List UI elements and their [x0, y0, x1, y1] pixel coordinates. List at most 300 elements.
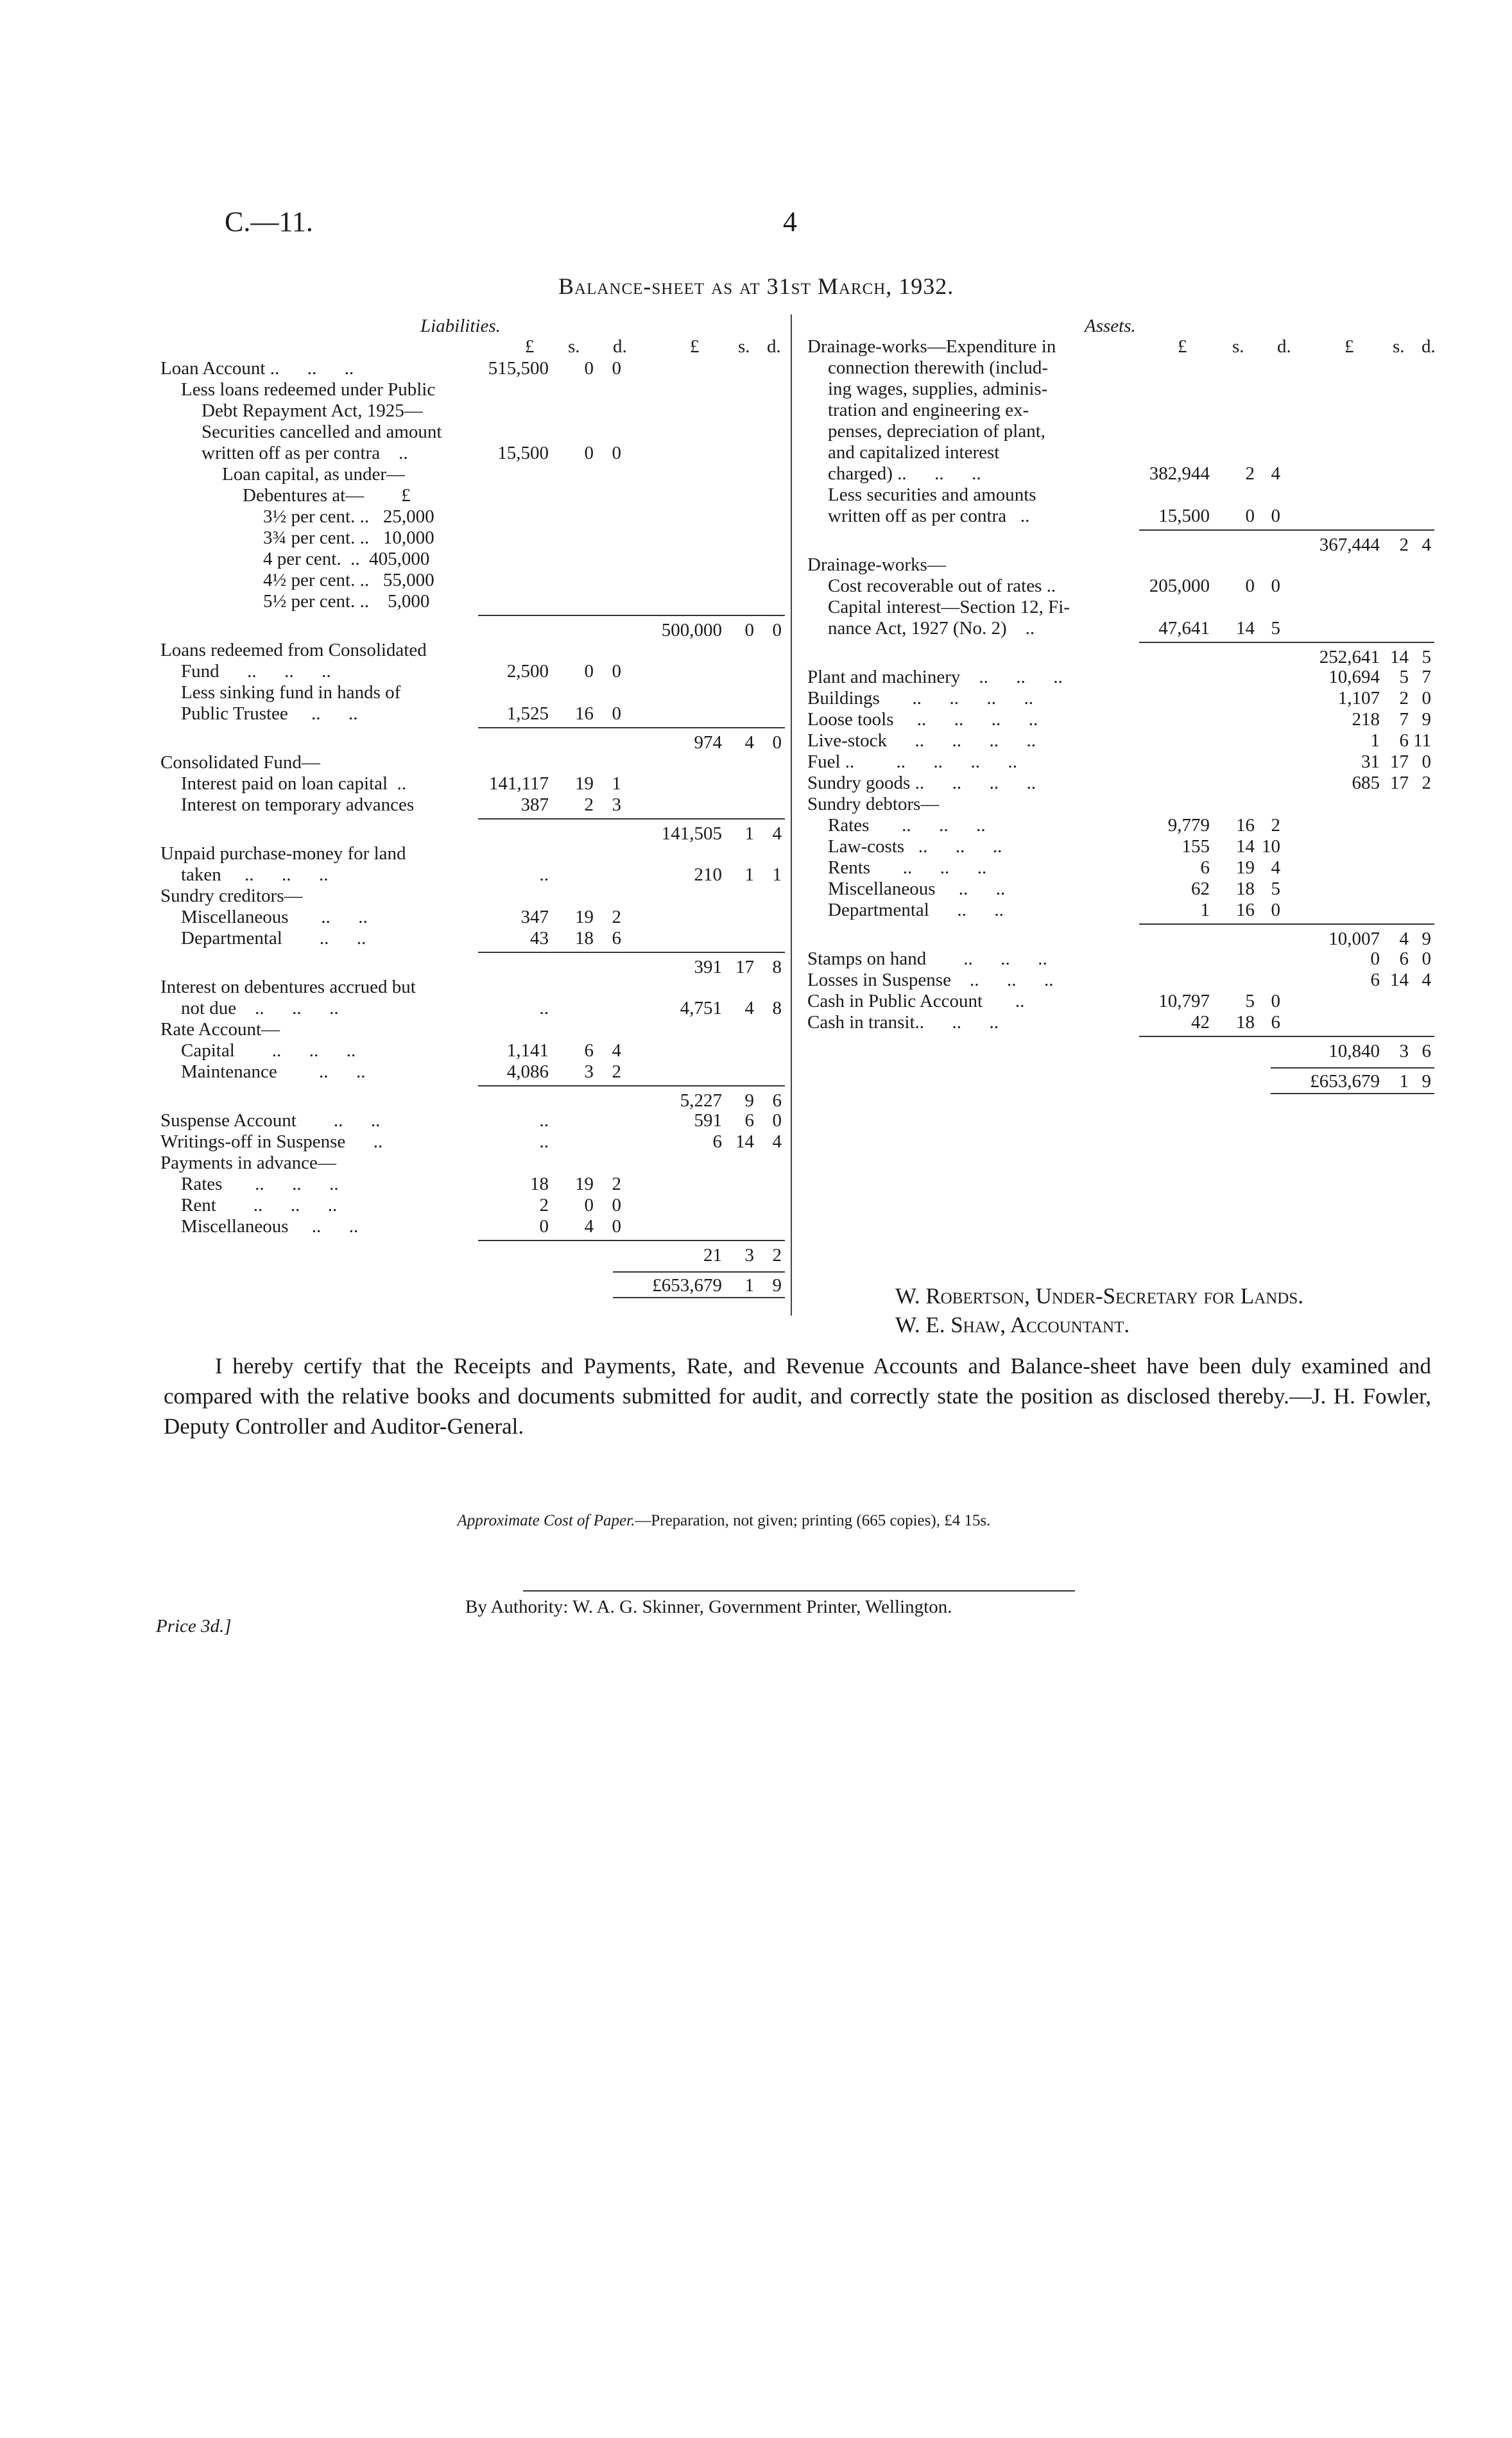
table-row — [160, 949, 786, 977]
amount-cell: 19 — [575, 773, 594, 794]
column-header: s. — [738, 336, 750, 357]
row-label: Suspense Account .. .. — [160, 1110, 381, 1131]
subtotal-rule — [478, 952, 785, 953]
audit-certificate: I hereby certify that the Receipts and Payments, Rate, and Revenue Accounts and Balance-sheet have been duly examined and compared with the relative books and documents submitted for audit, and correctly state the position as disclosed thereby.—J. H. Fowler, Deputy Controller and Auditor-General. — [164, 1353, 1431, 1439]
subtotal-rule — [478, 727, 785, 728]
amount-cell: 0 — [1271, 506, 1280, 526]
table-row — [160, 591, 786, 612]
total-row — [807, 1069, 1431, 1092]
amount-cell: 0 — [772, 1110, 782, 1131]
amount-cell: 141,117 — [488, 773, 549, 794]
total-amount: 9 — [772, 1275, 782, 1296]
amount-cell: 1,107 — [1337, 688, 1380, 708]
amount-cell: 2 — [1422, 773, 1431, 793]
amount-cell: 16 — [575, 703, 594, 724]
table-row — [160, 886, 786, 907]
row-label: Interest on debentures accrued but — [160, 977, 416, 997]
amount-cell: 19 — [575, 907, 594, 927]
row-label: nance Act, 1927 (No. 2) .. — [828, 618, 1035, 639]
cost-note-text: —Preparation, not given; printing (665 copies), £4 15s. — [635, 1512, 991, 1529]
row-label: Maintenance .. .. — [181, 1061, 366, 1082]
row-label: Departmental .. .. — [828, 900, 1004, 920]
table-row — [160, 612, 786, 640]
table-row — [807, 773, 1431, 794]
amount-cell: 4 — [772, 1131, 782, 1152]
amount-cell: 0 — [1370, 949, 1380, 969]
amount-cell: 11 — [1413, 730, 1431, 751]
row-label: Payments in advance— — [160, 1153, 336, 1173]
table-row — [807, 357, 1427, 379]
amount-cell: 17 — [1390, 773, 1409, 793]
amount-cell: 2 — [539, 1195, 549, 1215]
row-label: written off as per contra .. — [828, 506, 1030, 526]
row-label: connection therewith (includ- — [828, 357, 1049, 378]
amount-cell: 0 — [1422, 688, 1431, 708]
table-row — [160, 1061, 786, 1083]
amount-cell: 6 — [1271, 1012, 1280, 1033]
liabilities-heading: Liabilities. — [420, 316, 501, 336]
amount-cell: 10,007 — [1328, 929, 1380, 949]
row-label: Rates .. .. .. — [181, 1174, 339, 1194]
row-label: Miscellaneous .. .. — [181, 907, 368, 927]
amount-cell: 14 — [1390, 647, 1409, 667]
amount-cell: 17 — [1390, 751, 1409, 772]
total-amount: 9 — [1422, 1071, 1431, 1092]
amount-cell: 62 — [1191, 879, 1210, 899]
amount-cell: 205,000 — [1149, 576, 1210, 596]
amount-cell: 500,000 — [661, 620, 722, 640]
amount-cell: 0 — [744, 620, 754, 640]
amount-cell: 15,500 — [497, 443, 549, 463]
table-row — [807, 857, 1427, 879]
amount-cell: 0 — [772, 732, 782, 753]
amount-cell: 3 — [744, 1245, 754, 1266]
row-label: Miscellaneous .. .. — [181, 1216, 359, 1237]
table-row — [807, 730, 1431, 751]
amount-cell: 1 — [772, 864, 782, 885]
amount-cell: 2 — [1245, 463, 1255, 484]
table-row — [160, 998, 786, 1019]
column-header: d. — [613, 336, 627, 357]
table-row — [160, 422, 786, 443]
amount-cell: 0 — [1245, 576, 1255, 596]
amount-cell: 0 — [584, 1195, 594, 1215]
amount-cell: 4 — [772, 823, 782, 844]
amount-cell: 141,505 — [661, 823, 722, 844]
amount-cell: 2 — [612, 907, 621, 927]
row-label: Law-costs .. .. .. — [828, 836, 1002, 857]
table-row — [807, 463, 1427, 485]
table-row — [160, 1195, 786, 1216]
amount-cell: 0 — [584, 443, 594, 463]
total-bottom-rule — [1271, 1093, 1434, 1094]
amount-cell: 4 — [1422, 970, 1431, 990]
row-label: Writings-off in Suspense .. — [160, 1131, 383, 1152]
amount-cell: 5 — [1399, 667, 1409, 687]
amount-cell: 9 — [744, 1090, 754, 1111]
row-label: Interest paid on loan capital .. — [181, 773, 407, 794]
row-label: Capital interest—Section 12, Fi- — [828, 597, 1070, 617]
amount-cell: 0 — [612, 1195, 621, 1215]
table-row — [807, 815, 1427, 836]
amount-cell: 0 — [1271, 900, 1280, 920]
table-row — [160, 1110, 786, 1131]
row-label: Losses in Suspense .. .. .. — [807, 970, 1054, 990]
amount-cell: 4,751 — [680, 998, 722, 1018]
amount-cell: 18 — [1236, 879, 1255, 899]
amount-cell: 3 — [1399, 1041, 1409, 1061]
row-label: Miscellaneous .. .. — [828, 879, 1006, 899]
column-header: d. — [1422, 336, 1436, 357]
total-top-rule — [613, 1271, 785, 1273]
subtotal-rule — [478, 615, 785, 616]
amount-cell: .. — [539, 1131, 549, 1152]
amount-cell: 0 — [1271, 576, 1280, 596]
row-label: Securities cancelled and amount — [202, 422, 442, 442]
total-row — [160, 1273, 786, 1294]
table-row — [160, 400, 786, 422]
table-row — [160, 907, 786, 928]
amount-cell: 0 — [584, 661, 594, 682]
total-top-rule — [1271, 1067, 1434, 1069]
table-row — [160, 773, 786, 794]
table-row — [807, 921, 1431, 949]
amount-cell: 0 — [612, 703, 621, 724]
table-row — [160, 725, 786, 753]
row-label: Fund .. .. .. — [181, 661, 331, 682]
row-label: ing wages, supplies, adminis- — [828, 379, 1048, 399]
amount-cell: 4 — [612, 1040, 621, 1061]
amount-cell: 0 — [1422, 751, 1431, 772]
amount-cell: 17 — [735, 957, 754, 977]
amount-cell: 6 — [1399, 730, 1409, 751]
total-amount: 1 — [744, 1275, 754, 1296]
price-label: Price 3d.] — [156, 1616, 232, 1636]
row-label: Less sinking fund in hands of — [181, 682, 401, 703]
subtotal-rule — [478, 818, 785, 820]
amount-cell: 6 — [744, 1110, 754, 1131]
amount-cell: 3 — [584, 1061, 594, 1082]
table-row — [160, 1174, 786, 1195]
row-label: tration and engineering ex- — [828, 400, 1029, 420]
table-row — [160, 506, 786, 528]
amount-cell: 4 — [744, 998, 754, 1018]
table-row — [807, 400, 1427, 421]
amount-cell: 8 — [772, 998, 782, 1018]
row-label: Loan Account .. .. .. — [160, 358, 354, 379]
amount-cell: 155 — [1181, 836, 1210, 857]
amount-cell: 0 — [1271, 991, 1280, 1011]
amount-cell: 47,641 — [1158, 618, 1210, 639]
row-label: Less loans redeemed under Public — [181, 379, 436, 400]
amount-cell: 5 — [1422, 647, 1431, 667]
row-label: written off as per contra .. — [202, 443, 408, 463]
table-row — [807, 949, 1431, 970]
subtotal-rule — [1139, 642, 1434, 643]
table-row — [807, 1012, 1427, 1033]
amount-cell: 4 — [1399, 929, 1409, 949]
column-header: d. — [767, 336, 781, 357]
row-label: Rent .. .. .. — [181, 1195, 338, 1215]
row-label: charged) .. .. .. — [828, 463, 981, 484]
table-row — [160, 843, 786, 864]
row-label: Rates .. .. .. — [828, 815, 986, 836]
amount-cell: 5,227 — [680, 1090, 722, 1111]
amount-cell: 0 — [612, 443, 621, 463]
amount-cell: 4 — [1271, 857, 1280, 878]
amount-cell: 6 — [1399, 949, 1409, 969]
amount-cell: 2 — [772, 1245, 782, 1266]
amount-cell: 9 — [1422, 929, 1431, 949]
amount-cell: 347 — [520, 907, 549, 927]
row-label: Sundry debtors— — [807, 794, 940, 814]
table-row — [160, 682, 786, 703]
total-bottom-rule — [613, 1297, 785, 1298]
row-label: 3½ per cent. .. 25,000 — [263, 506, 434, 527]
table-row — [807, 900, 1427, 921]
amount-cell: 6 — [1200, 857, 1210, 878]
table-row — [160, 443, 786, 464]
amount-cell: 0 — [1245, 506, 1255, 526]
amount-cell: 218 — [1352, 709, 1380, 730]
column-header: s. — [1232, 336, 1244, 357]
table-row — [160, 752, 786, 773]
document-reference: C.—11. — [225, 206, 313, 237]
table-row — [807, 639, 1431, 667]
amount-cell: 6 — [1370, 970, 1380, 990]
amount-cell: 18 — [575, 928, 594, 949]
table-row — [160, 864, 786, 886]
amount-cell: 4 — [584, 1216, 594, 1237]
row-label: Fuel .. .. .. .. .. — [807, 751, 1018, 772]
amount-cell: .. — [539, 864, 549, 885]
table-row — [807, 421, 1427, 442]
signature-accountant: W. E. Shaw, Accountant. — [895, 1312, 1130, 1337]
amount-cell: 3 — [612, 794, 621, 815]
subtotal-rule — [1139, 1036, 1434, 1037]
column-header: £ — [690, 336, 700, 357]
amount-cell: 19 — [575, 1174, 594, 1194]
table-row — [160, 1083, 786, 1111]
balance-sheet-title: Balance-sheet as at 31st March, 1932. — [558, 273, 954, 299]
table-row — [160, 977, 786, 998]
total-amount: £653,679 — [1310, 1071, 1380, 1092]
amount-cell: 31 — [1361, 751, 1380, 772]
column-header: £ — [1344, 336, 1354, 357]
table-row — [160, 661, 786, 682]
table-row — [807, 794, 1427, 815]
table-row — [807, 485, 1427, 506]
row-label: Loans redeemed from Consolidated — [160, 640, 427, 660]
table-row — [807, 751, 1431, 773]
table-row — [160, 1040, 786, 1061]
row-label: taken .. .. .. — [181, 864, 329, 885]
row-label: Consolidated Fund— — [160, 752, 320, 773]
table-row — [160, 1153, 786, 1174]
row-label: Rate Account— — [160, 1019, 280, 1040]
amount-cell: 16 — [1236, 815, 1255, 836]
amount-cell: 515,500 — [488, 358, 549, 379]
amount-cell: .. — [539, 1110, 549, 1131]
row-label: Interest on temporary advances — [181, 794, 415, 815]
amount-cell: 16 — [1236, 900, 1255, 920]
table-row — [807, 667, 1431, 688]
amount-cell: 2 — [584, 794, 594, 815]
amount-cell: 6 — [584, 1040, 594, 1061]
row-label: Sundry creditors— — [160, 886, 303, 906]
table-row — [807, 991, 1427, 1012]
amount-cell: 0 — [539, 1216, 549, 1237]
table-row — [807, 879, 1427, 900]
table-row — [807, 970, 1431, 991]
row-label: not due .. .. .. — [181, 998, 339, 1018]
table-row — [807, 506, 1427, 527]
table-row — [807, 688, 1431, 709]
amount-cell: 4 — [1271, 463, 1280, 484]
amount-cell: 7 — [1399, 709, 1409, 730]
amount-cell: 10,840 — [1328, 1041, 1380, 1061]
amount-cell: 1 — [744, 823, 754, 844]
table-row — [160, 794, 786, 816]
table-row — [807, 1033, 1431, 1061]
amount-cell: 685 — [1352, 773, 1380, 793]
table-row — [160, 928, 786, 949]
row-label: Less securities and amounts — [828, 485, 1036, 505]
amount-cell: 7 — [1422, 667, 1431, 687]
row-label: Loan capital, as under— — [222, 464, 406, 485]
amount-cell: 10,694 — [1328, 667, 1380, 687]
total-amount: 1 — [1399, 1071, 1409, 1092]
amount-cell: 4 — [1422, 535, 1431, 555]
signature-under-secretary: W. Robertson, Under-Secretary for Lands. — [895, 1283, 1303, 1309]
amount-cell: 15,500 — [1158, 506, 1210, 526]
row-label: Loose tools .. .. .. .. — [807, 709, 1038, 730]
table-row — [807, 336, 1427, 357]
amount-cell: 21 — [703, 1245, 722, 1266]
amount-cell: 0 — [1422, 949, 1431, 969]
amount-cell: 0 — [772, 620, 782, 640]
amount-cell: 387 — [520, 794, 549, 815]
amount-cell: 1 — [612, 773, 621, 794]
subtotal-rule — [478, 1085, 785, 1086]
subtotal-rule — [1139, 923, 1434, 925]
assets-heading: Assets. — [1085, 316, 1136, 336]
amount-cell: 43 — [530, 928, 549, 949]
table-row — [160, 570, 786, 591]
table-row — [160, 1019, 786, 1040]
column-header: s. — [1393, 336, 1405, 357]
column-divider — [791, 314, 792, 1316]
row-label: Departmental .. .. — [181, 928, 366, 949]
amount-cell: 2 — [612, 1174, 621, 1194]
amount-cell: 19 — [1236, 857, 1255, 878]
amount-cell: 0 — [612, 1216, 621, 1237]
row-label: Live-stock .. .. .. .. — [807, 730, 1036, 751]
row-label: and capitalized interest — [828, 442, 1000, 463]
amount-cell: 5 — [1271, 879, 1280, 899]
total-amount: £653,679 — [652, 1275, 722, 1296]
row-label: Cash in Public Account .. — [807, 991, 1025, 1011]
table-row — [160, 528, 786, 549]
amount-cell: 9 — [1422, 709, 1431, 730]
amount-cell: 18 — [530, 1174, 549, 1194]
row-label: Drainage-works— — [807, 554, 946, 575]
table-row — [807, 379, 1427, 400]
amount-cell: 1 — [1370, 730, 1380, 751]
amount-cell: 14 — [1236, 618, 1255, 639]
amount-cell: 10 — [1262, 836, 1280, 857]
amount-cell: 42 — [1191, 1012, 1210, 1033]
row-label: penses, depreciation of plant, — [828, 421, 1046, 442]
amount-cell: 2,500 — [506, 661, 549, 682]
table-row — [807, 554, 1427, 576]
column-header: s. — [568, 336, 580, 357]
row-label: Sundry goods .. .. .. .. — [807, 773, 1036, 793]
amount-cell: 0 — [584, 358, 594, 379]
amount-cell: 4,086 — [506, 1061, 549, 1082]
amount-cell: 14 — [1390, 970, 1409, 990]
subtotal-rule — [1139, 529, 1434, 531]
amount-cell: 2 — [1399, 535, 1409, 555]
amount-cell: 6 — [772, 1090, 782, 1111]
amount-cell: .. — [539, 998, 549, 1018]
column-header: d. — [1277, 336, 1291, 357]
amount-cell: 2 — [1271, 815, 1280, 836]
amount-cell: 2 — [1399, 688, 1409, 708]
amount-cell: 1,525 — [506, 703, 549, 724]
amount-cell: 5 — [1271, 618, 1280, 639]
amount-cell: 18 — [1236, 1012, 1255, 1033]
amount-cell: 14 — [1236, 836, 1255, 857]
amount-cell: 8 — [772, 957, 782, 977]
amount-cell: 6 — [1422, 1041, 1431, 1061]
amount-cell: 6 — [712, 1131, 722, 1152]
column-header: £ — [525, 336, 535, 357]
amount-cell: 591 — [694, 1110, 722, 1131]
row-label: 5½ per cent. .. 5,000 — [263, 591, 430, 612]
row-label: Debentures at— £ — [243, 485, 411, 506]
row-label: Rents .. .. .. — [828, 857, 987, 878]
row-label: Buildings .. .. .. .. — [807, 688, 1034, 708]
amount-cell: 5 — [1245, 991, 1255, 1011]
table-row — [160, 1237, 786, 1266]
amount-cell: 9,779 — [1167, 815, 1210, 836]
table-row — [160, 1216, 786, 1237]
row-label: 4 per cent. .. 405,000 — [263, 549, 430, 569]
table-row — [807, 618, 1427, 639]
column-header: £ — [1178, 336, 1187, 357]
amount-cell: 4 — [744, 732, 754, 753]
table-row — [160, 464, 786, 485]
row-label: Debt Repayment Act, 1925— — [202, 400, 423, 421]
table-row — [807, 597, 1427, 618]
printer-imprint: By Authority: W. A. G. Skinner, Government Printer, Wellington. — [465, 1597, 952, 1617]
row-label: Public Trustee .. .. — [181, 703, 358, 724]
amount-cell: 0 — [612, 358, 621, 379]
table-row — [160, 703, 786, 725]
amount-cell: 391 — [694, 957, 722, 977]
amount-cell: 210 — [694, 864, 722, 885]
amount-cell: 382,944 — [1149, 463, 1210, 484]
amount-cell: 252,641 — [1319, 647, 1380, 667]
table-row — [160, 379, 786, 400]
amount-cell: 1 — [1200, 900, 1210, 920]
row-label: Plant and machinery .. .. .. — [807, 667, 1063, 687]
row-label: Cost recoverable out of rates .. — [828, 576, 1056, 596]
imprint-rule — [523, 1590, 1075, 1592]
row-label: Capital .. .. .. — [181, 1040, 356, 1061]
row-label: Unpaid purchase-money for land — [160, 843, 406, 864]
